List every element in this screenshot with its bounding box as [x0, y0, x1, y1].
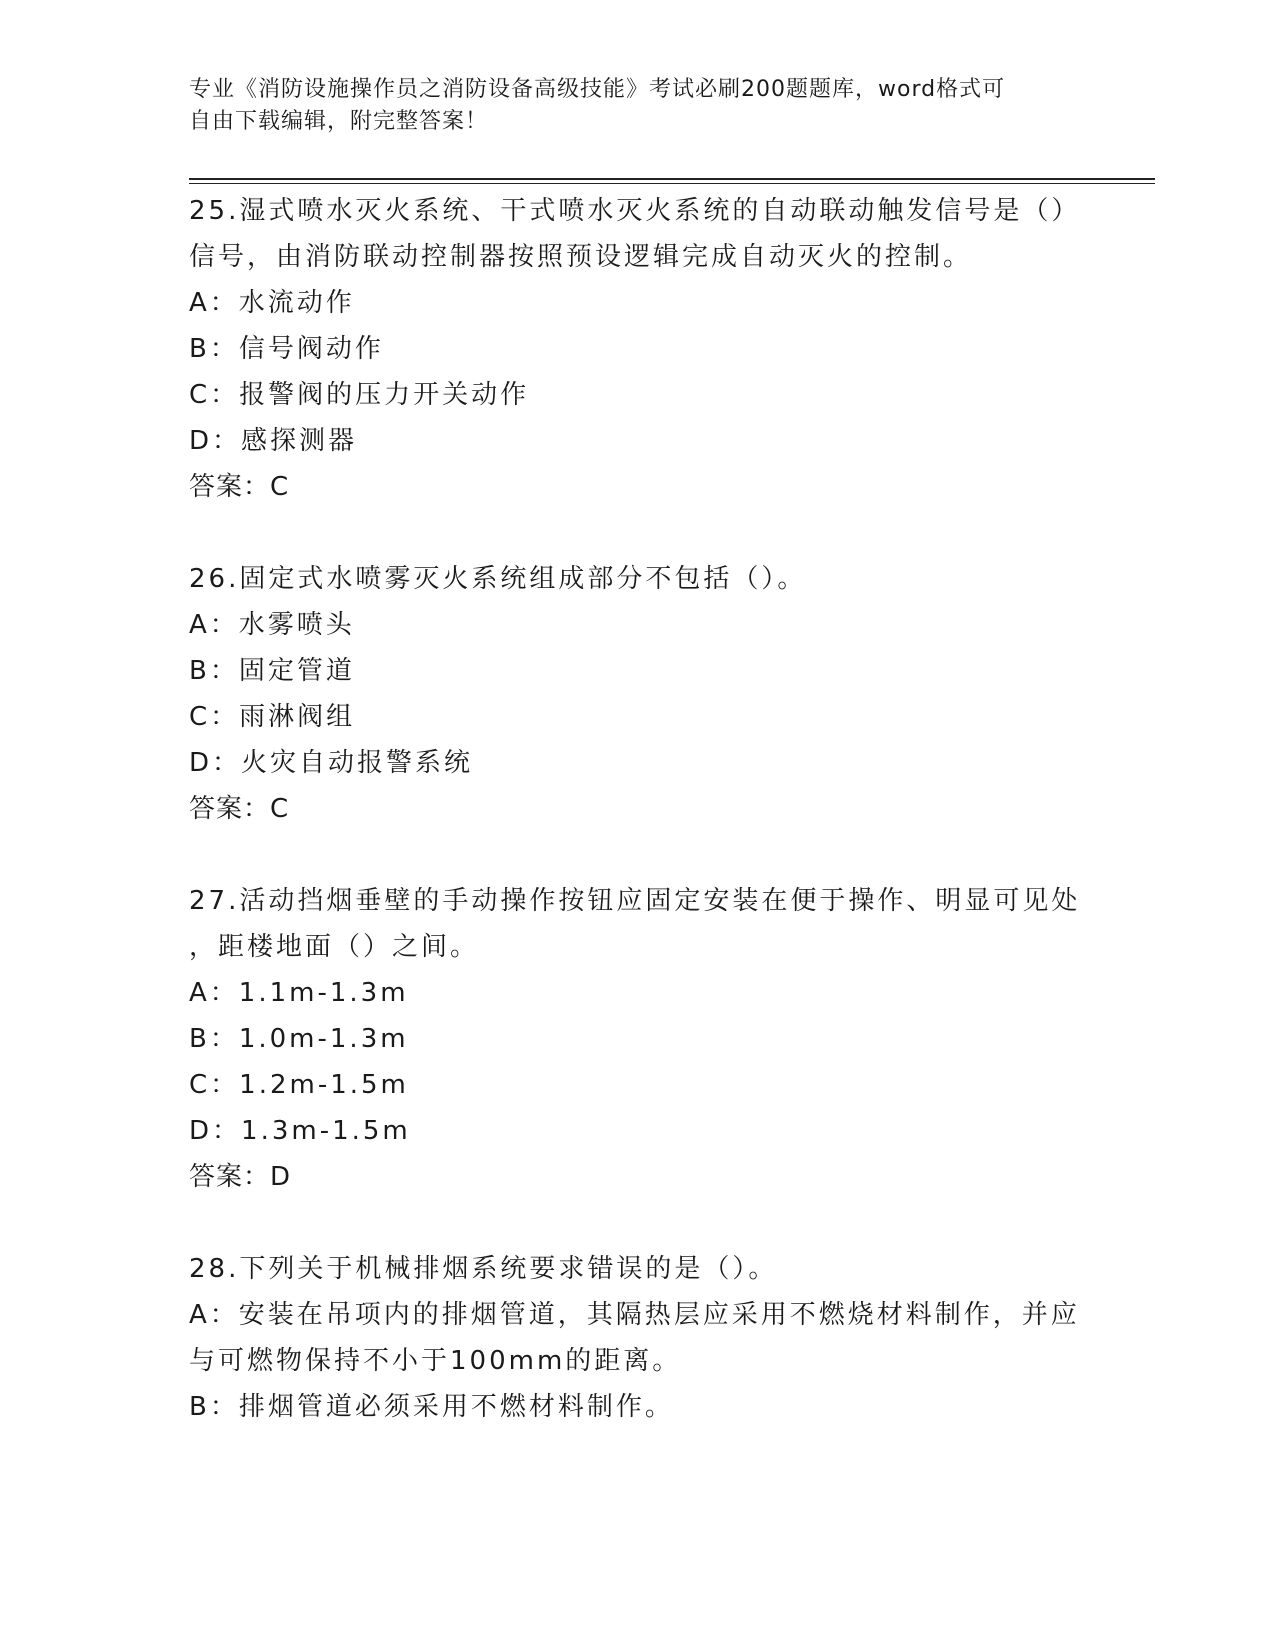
option-a: A：安装在吊项内的排烟管道，其隔热层应采用不燃烧材料制作，并应	[189, 1300, 1080, 1330]
option-b: B：信号阀动作	[189, 334, 384, 364]
option-b: B：固定管道	[189, 656, 355, 686]
question-stem: 27.活动挡烟垂壁的手动操作按钮应固定安装在便于操作、明显可见处	[189, 886, 1081, 916]
option-a-continued: 与可燃物保持不小于100mm的距离。	[189, 1346, 682, 1376]
question-25	[189, 188, 1089, 510]
header-divider-thick	[189, 178, 1155, 180]
question-27	[189, 878, 1089, 1200]
answer: 答案：C	[189, 472, 290, 502]
option-d: D：感探测器	[189, 426, 358, 456]
option-c: C：雨淋阀组	[189, 702, 356, 732]
answer: 答案：D	[189, 1162, 292, 1192]
question-28	[189, 1246, 1089, 1430]
header-line-1: 专业《消防设施操作员之消防设备高级技能》考试必刷200题题库，word格式可	[189, 77, 1006, 102]
option-c: C：1.2m-1.5m	[189, 1070, 409, 1100]
question-list	[189, 188, 1089, 1476]
header-line-2: 自由下载编辑，附完整答案！	[189, 109, 489, 134]
option-a: A：1.1m-1.3m	[189, 978, 409, 1008]
header-divider-thin	[189, 183, 1155, 184]
question-stem: 信号，由消防联动控制器按照预设逻辑完成自动灭火的控制。	[189, 242, 973, 272]
option-b: B：1.0m-1.3m	[189, 1024, 409, 1054]
option-a: A：水雾喷头	[189, 610, 355, 640]
option-b: B：排烟管道必须采用不燃材料制作。	[189, 1392, 674, 1422]
document-header	[189, 74, 1089, 138]
question-stem: 25.湿式喷水灭火系统、干式喷水灭火系统的自动联动触发信号是（）	[189, 196, 1081, 226]
question-stem: 26.固定式水喷雾灭火系统组成部分不包括（）。	[189, 564, 807, 594]
option-d: D：火灾自动报警系统	[189, 748, 474, 778]
question-26	[189, 556, 1089, 832]
option-a: A：水流动作	[189, 288, 355, 318]
answer: 答案：C	[189, 794, 290, 824]
question-stem: ，距楼地面（）之间。	[189, 932, 480, 962]
option-d: D：1.3m-1.5m	[189, 1116, 411, 1146]
option-c: C：报警阀的压力开关动作	[189, 380, 530, 410]
question-stem: 28.下列关于机械排烟系统要求错误的是（）。	[189, 1254, 778, 1284]
